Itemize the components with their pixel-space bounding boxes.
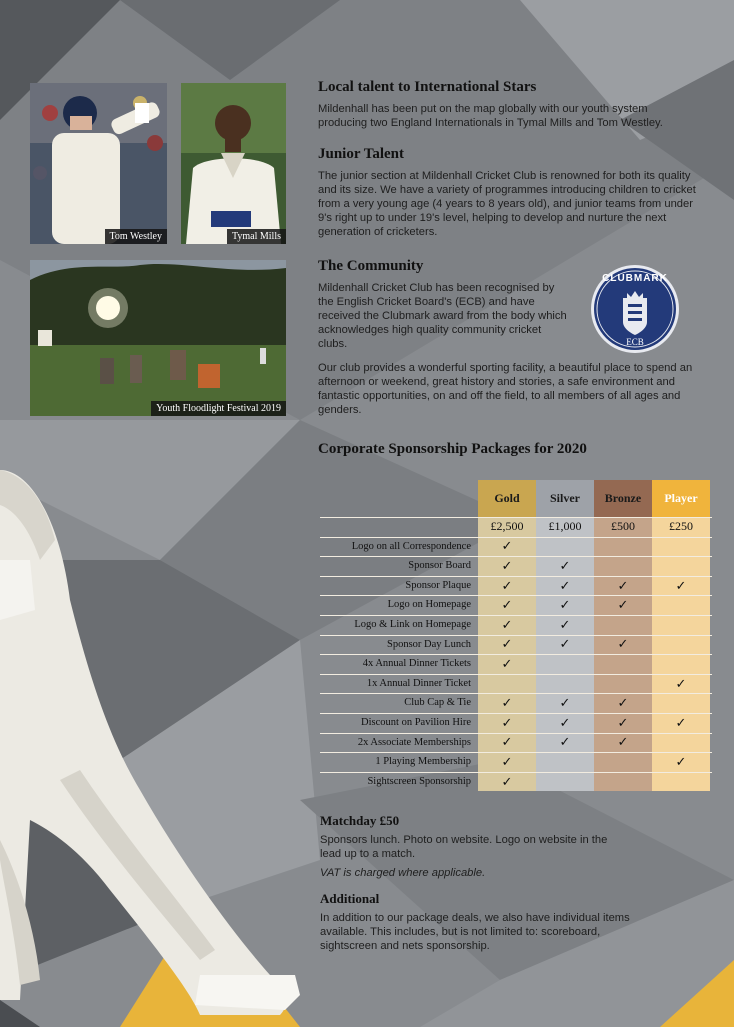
check-gold: ✓ (501, 714, 513, 730)
check-gold: ✓ (501, 734, 513, 750)
check-silver: ✓ (559, 695, 571, 711)
tom-westley-photo (30, 83, 167, 244)
check-gold: ✓ (501, 616, 513, 632)
clubmark-top-text: CLUBMARK (602, 273, 668, 284)
benefit-label: Discount on Pavilion Hire (361, 717, 471, 728)
check-gold: ✓ (501, 557, 513, 573)
tier-header-player (652, 480, 710, 517)
local-talent-heading: Local talent to International Stars (318, 79, 537, 95)
benefit-label: Logo & Link on Homepage (354, 619, 471, 630)
tier-name: Silver (550, 491, 580, 505)
benefit-label: Sponsor Plaque (405, 579, 471, 591)
check-gold: ✓ (501, 597, 513, 613)
check-silver: ✓ (559, 577, 571, 593)
clubmark-bottom-text: ECB (626, 337, 644, 347)
check-silver: ✓ (559, 636, 571, 652)
check-bronze: ✓ (617, 714, 629, 730)
row-divider (320, 517, 712, 518)
floodlight-caption: Youth Floodlight Festival 2019 (151, 401, 286, 416)
check-player: ✓ (675, 753, 687, 769)
tier-header-bronze (594, 480, 652, 517)
check-bronze: ✓ (617, 577, 629, 593)
check-gold: ✓ (501, 538, 513, 554)
check-bronze: ✓ (617, 734, 629, 750)
check-silver: ✓ (559, 616, 571, 632)
check-player: ✓ (675, 714, 687, 730)
benefit-row (320, 713, 712, 733)
check-silver: ✓ (559, 734, 571, 750)
check-gold: ✓ (501, 636, 513, 652)
benefit-row (320, 556, 712, 576)
benefit-row (320, 615, 712, 635)
additional-body: In addition to our package deals, we also have individual items available. This includes, but is not limited to: scoreboard, sightscreen and nets sponsorship. (320, 912, 630, 952)
tom-westley-caption: Tom Westley (105, 229, 167, 244)
tier-name: Player (664, 491, 698, 505)
local-talent-body: Mildenhall has been put on the map globally with our youth system producing two England Internationals in Tymal Mills and Tom Westley. (318, 103, 663, 129)
tier-header-silver (536, 480, 594, 517)
tymal-mills-caption: Tymal Mills (227, 229, 286, 244)
benefit-row (320, 772, 712, 792)
benefit-label: Logo on Homepage (387, 599, 471, 611)
sponsorship-table (320, 480, 712, 794)
check-gold: ✓ (501, 753, 513, 769)
check-bronze: ✓ (617, 636, 629, 652)
check-gold: ✓ (501, 695, 513, 711)
junior-talent-heading: Junior Talent (318, 146, 405, 162)
price-silver: £1,000 (548, 519, 582, 534)
vat-note: VAT is charged where applicable. (320, 867, 486, 879)
check-silver: ✓ (559, 597, 571, 613)
price-player: £250 (669, 519, 693, 534)
tier-name: Bronze (604, 491, 642, 505)
price-bronze: £500 (611, 519, 635, 534)
check-silver: ✓ (559, 557, 571, 573)
check-gold: ✓ (501, 773, 513, 789)
benefit-row (320, 752, 712, 772)
benefit-row (320, 595, 712, 615)
benefit-row (320, 674, 712, 694)
price-gold: £2,500 (490, 519, 524, 534)
benefit-row (320, 635, 712, 655)
benefit-label: Sightscreen Sponsorship (367, 775, 471, 787)
price-row (320, 517, 712, 537)
community-body-1: Mildenhall Cricket Club has been recognised by the English Cricket Board's (ECB) and have received the Clubmark award from the body which acknowledges high quality community cricket clubs. (318, 282, 567, 350)
check-player: ✓ (675, 577, 687, 593)
junior-talent-body: The junior section at Mildenhall Cricket Club is renowned for both its quality and its size. We have a variety of programmes introducing children to cricket from a very young age (4 years to 8 years old), and junior teams from under 9's right up to under 19's level, helping to develop and nurture the next generation of cricketers. (318, 170, 696, 238)
check-player: ✓ (675, 675, 687, 691)
check-bronze: ✓ (617, 597, 629, 613)
benefit-label: 4x Annual Dinner Tickets (362, 658, 471, 670)
benefit-label: Club Cap & Tie (404, 697, 471, 709)
additional-heading: Additional (320, 891, 380, 906)
check-bronze: ✓ (617, 695, 629, 711)
benefit-row (320, 654, 712, 674)
benefit-label: 1 Playing Membership (375, 756, 471, 768)
tier-name: Gold (494, 491, 520, 505)
benefit-row (320, 693, 712, 713)
community-body-2: Our club provides a wonderful sporting facility, a beautiful place to spend an afternoon or weekend, great history and stories, a safe environment and fantastic opportunities, on and off the field, to all members of all ages and genders. (318, 362, 693, 416)
check-gold: ✓ (501, 577, 513, 593)
benefit-label: Logo on all Correspondence (351, 540, 471, 552)
matchday-heading: Matchday £50 (320, 813, 400, 828)
clubmark-badge (590, 264, 680, 354)
benefit-row (320, 733, 712, 753)
benefit-label: Sponsor Board (408, 560, 471, 572)
matchday-body: Sponsors lunch. Photo on website. Logo on website in the lead up to a match. (320, 834, 608, 860)
tier-header-gold (478, 480, 536, 517)
benefit-row (320, 576, 712, 596)
check-gold: ✓ (501, 655, 513, 671)
benefit-row (320, 537, 712, 557)
sponsorship-heading: Corporate Sponsorship Packages for 2020 (318, 441, 587, 457)
community-heading: The Community (318, 258, 424, 274)
benefit-label: 1x Annual Dinner Ticket (366, 677, 471, 689)
benefit-label: 2x Associate Memberships (357, 736, 471, 748)
check-silver: ✓ (559, 714, 571, 730)
floodlight-festival-photo (30, 260, 286, 416)
benefit-label: Sponsor Day Lunch (387, 638, 471, 650)
tymal-mills-photo (181, 83, 286, 244)
